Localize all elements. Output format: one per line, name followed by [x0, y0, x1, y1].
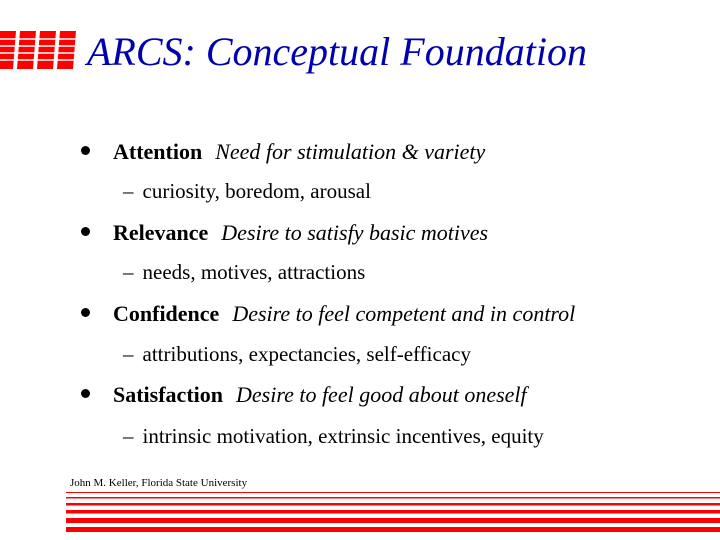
striped-rule-icon [66, 492, 720, 532]
bullet-dot-icon [81, 146, 90, 155]
sub-item-text: curiosity, boredom, arousal [142, 179, 371, 203]
sub-item-text: intrinsic motivation, extrinsic incentives, equity [142, 424, 544, 448]
sub-item-confidence [123, 341, 471, 367]
sub-item-text: needs, motives, attractions [142, 260, 366, 284]
bullet-item-confidence [81, 301, 575, 327]
red-bars-logo-icon [0, 31, 76, 69]
sub-item-relevance [123, 259, 365, 285]
sub-item-attention [123, 178, 371, 204]
bullet-dot-icon [81, 389, 90, 398]
dash-marker: – [123, 342, 134, 366]
footer-credit: John M. Keller, Florida State University [70, 477, 248, 489]
bullet-description: Need for stimulation & variety [215, 139, 486, 164]
sub-item-text: attributions, expectancies, self-efficacy [142, 342, 471, 366]
dash-marker: – [123, 260, 134, 284]
bullet-description: Desire to feel competent and in control [232, 301, 576, 326]
slide-title: ARCS: Conceptual Foundation [87, 29, 587, 74]
bullet-item-attention [81, 139, 485, 165]
bullet-description: Desire to satisfy basic motives [221, 220, 489, 245]
bullet-dot-icon [81, 227, 90, 236]
dash-marker: – [123, 179, 134, 203]
sub-item-satisfaction [123, 423, 544, 449]
bullet-term: Confidence [113, 301, 220, 326]
bullet-term: Attention [113, 139, 203, 164]
bullet-dot-icon [81, 308, 90, 317]
bullet-item-relevance [81, 220, 488, 246]
bullet-item-satisfaction [81, 382, 527, 408]
bullet-description: Desire to feel good about oneself [236, 382, 527, 407]
bullet-term: Satisfaction [113, 382, 223, 407]
bullet-term: Relevance [113, 220, 209, 245]
dash-marker: – [123, 424, 134, 448]
